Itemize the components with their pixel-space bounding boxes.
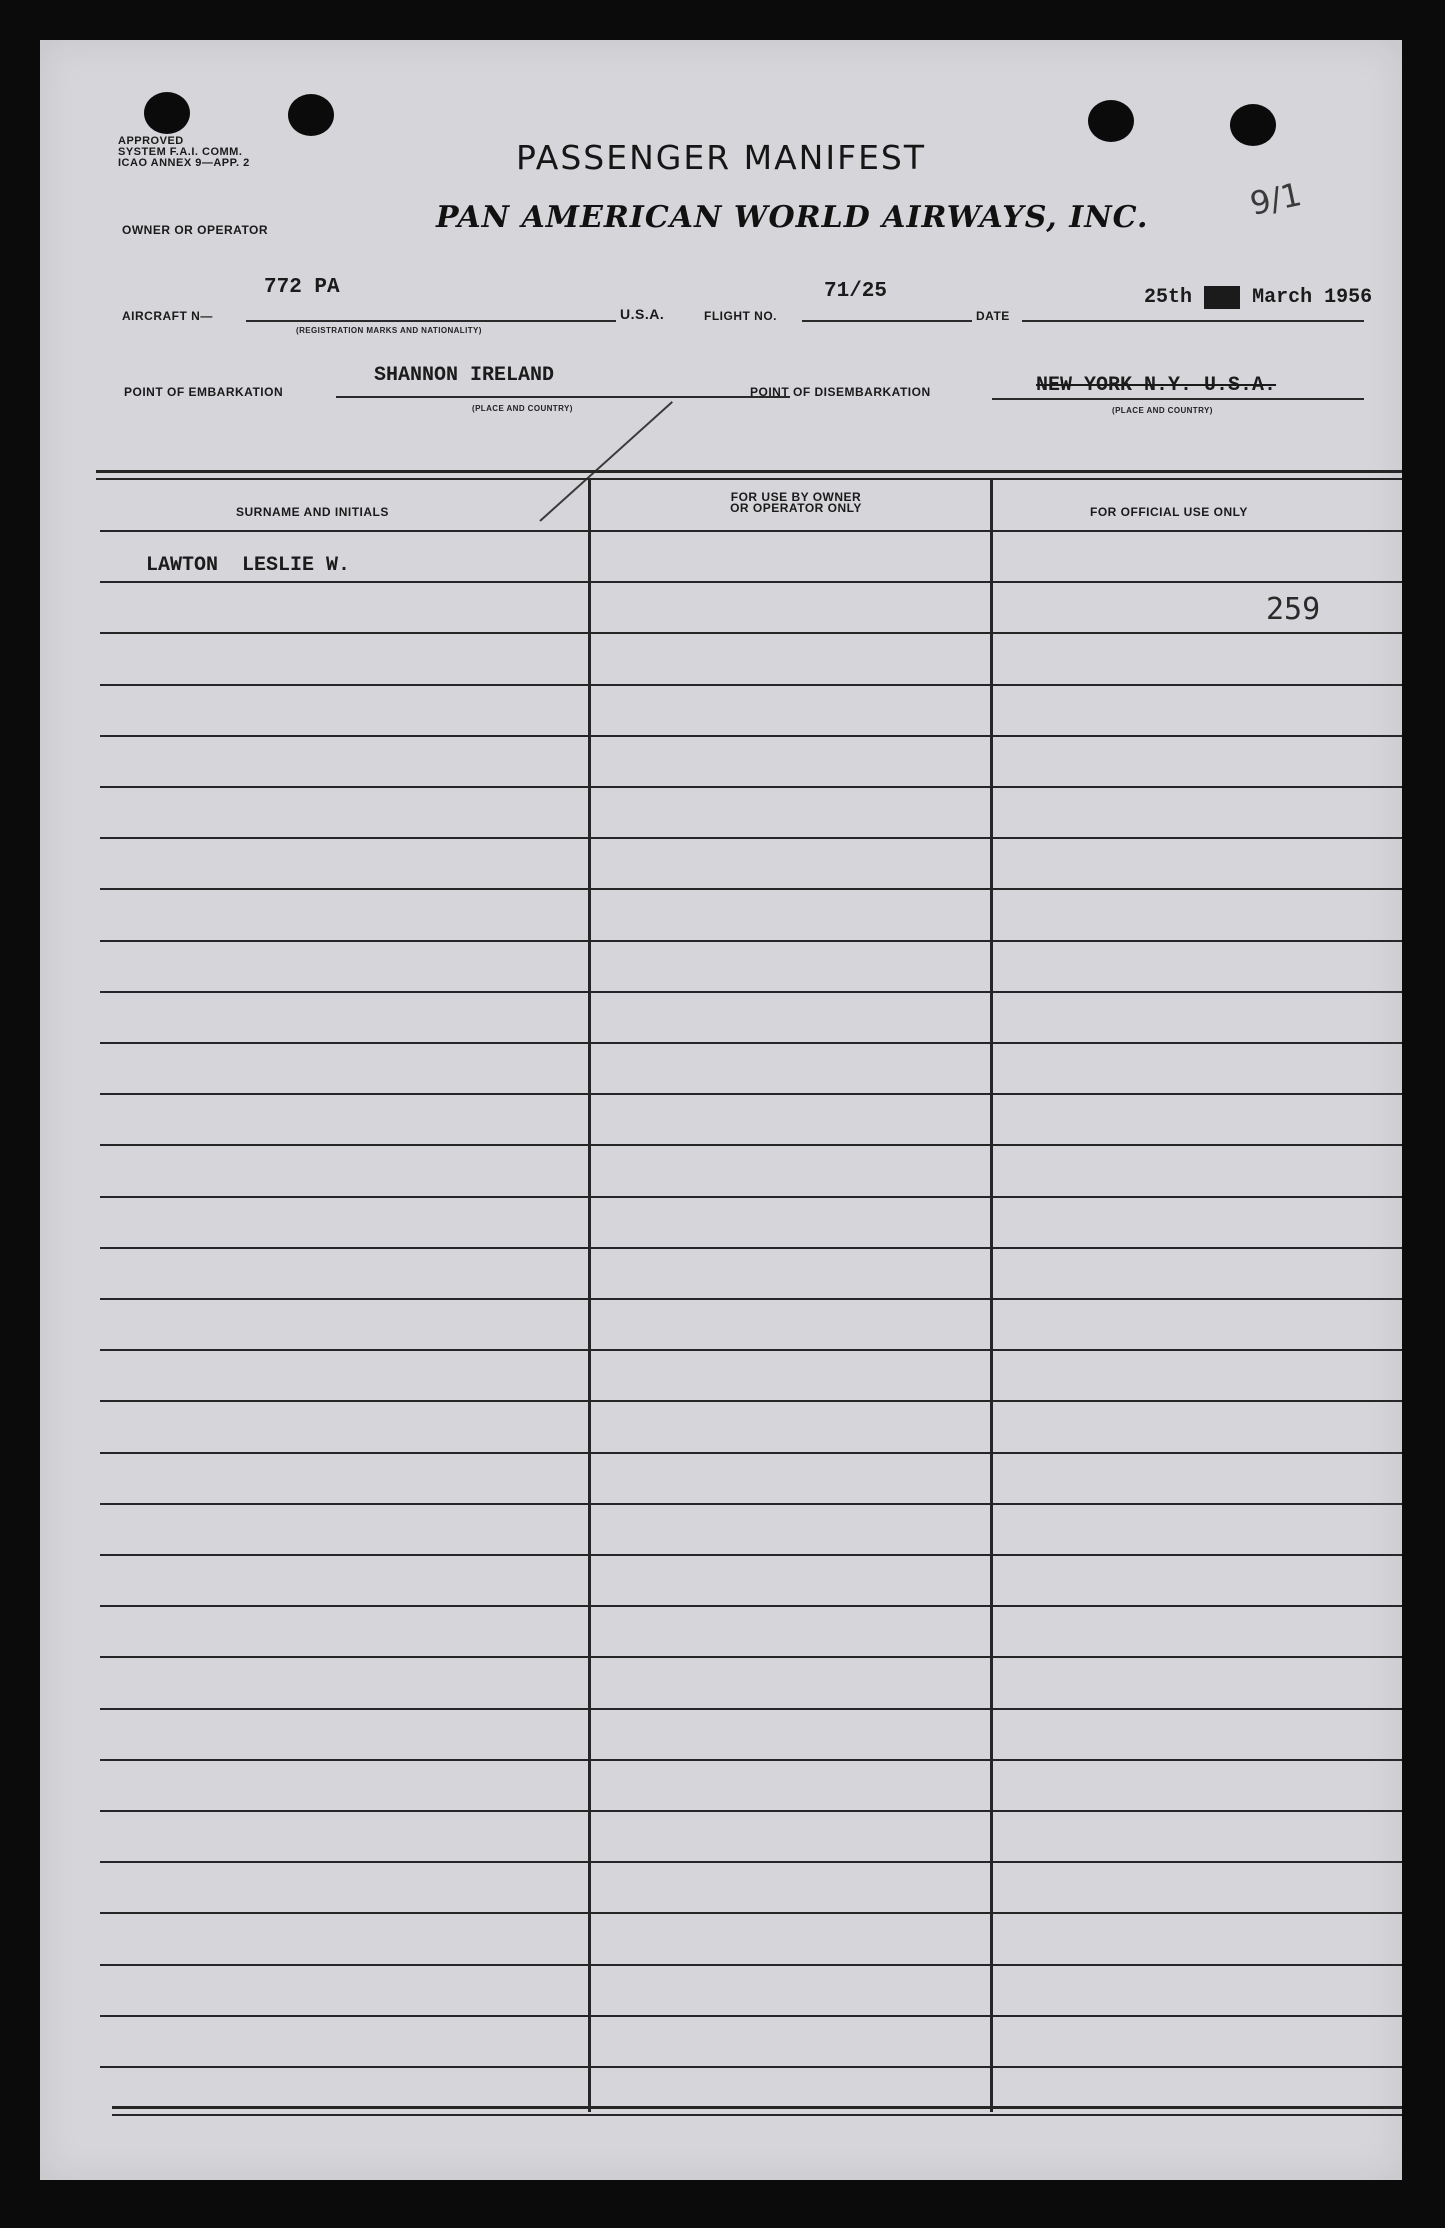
col-divider-1 xyxy=(588,480,591,2112)
punch-hole xyxy=(144,92,190,134)
table-row-rule xyxy=(100,1093,1402,1095)
disembark-sublabel: (PLACE AND COUNTRY) xyxy=(1112,406,1213,415)
table-row-rule xyxy=(100,786,1402,788)
table-row-rule xyxy=(100,684,1402,686)
col-official-header: FOR OFFICIAL USE ONLY xyxy=(1090,505,1248,519)
disembark-underline xyxy=(992,398,1364,400)
disembark-value: NEW YORK N.Y. U.S.A. xyxy=(1036,374,1277,397)
embark-sublabel: (PLACE AND COUNTRY) xyxy=(472,404,573,413)
table-row-rule xyxy=(100,1605,1402,1607)
table-row-rule xyxy=(100,888,1402,890)
table-row-rule xyxy=(100,1196,1402,1198)
official-number: 259 xyxy=(1266,592,1321,627)
table-row-rule xyxy=(100,837,1402,839)
table-row-rule xyxy=(100,1656,1402,1658)
disembark-label: POINT OF DISEMBARKATION xyxy=(750,385,931,399)
col-owner-header-line: FOR USE BY OWNER xyxy=(730,490,862,504)
punch-hole xyxy=(288,94,334,136)
table-row-rule xyxy=(100,1759,1402,1761)
page-title: PASSENGER MANIFEST xyxy=(516,138,927,177)
table-row-rule xyxy=(100,735,1402,737)
flight-underline xyxy=(802,320,972,322)
table-row-rule xyxy=(100,1452,1402,1454)
col-surname-header: SURNAME AND INITIALS xyxy=(236,505,389,519)
table-row-rule xyxy=(100,1708,1402,1710)
table-row-rule xyxy=(100,1298,1402,1300)
approval-block xyxy=(118,136,250,169)
usa-label: U.S.A. xyxy=(620,306,665,322)
table-bottom-rule xyxy=(112,2114,1402,2116)
flight-value: 71/25 xyxy=(824,280,888,303)
aircraft-underline xyxy=(246,320,616,322)
date-label: DATE xyxy=(976,309,1010,323)
table-top-rule xyxy=(96,478,1402,480)
table-row-rule xyxy=(100,581,1402,583)
aircraft-label: AIRCRAFT N— xyxy=(122,309,213,323)
table-row-rule xyxy=(100,1400,1402,1402)
passenger-name: LAWTON LESLIE W. xyxy=(146,554,351,577)
table-top-rule xyxy=(96,470,1402,473)
table-row-rule xyxy=(100,1861,1402,1863)
table-row-rule xyxy=(100,1042,1402,1044)
table-row-rule xyxy=(100,1144,1402,1146)
table-row-rule xyxy=(100,940,1402,942)
table-row-rule xyxy=(100,1810,1402,1812)
pen-stroke xyxy=(539,401,673,522)
table-row-rule xyxy=(100,2066,1402,2068)
date-value xyxy=(1144,286,1372,309)
embark-underline xyxy=(336,396,790,398)
table-row-rule xyxy=(100,1964,1402,1966)
col-divider-2 xyxy=(990,480,993,2112)
approval-line: SYSTEM F.A.I. COMM. xyxy=(118,146,243,158)
flight-label: FLIGHT NO. xyxy=(704,309,777,323)
date-rest: March 1956 xyxy=(1252,286,1373,309)
col-owner-header-line: OR OPERATOR ONLY xyxy=(730,501,862,515)
aircraft-value: 772 PA xyxy=(264,276,340,299)
table-row-rule xyxy=(100,1912,1402,1914)
page-mark: 9/1 xyxy=(1246,175,1305,223)
approval-line: ICAO ANNEX 9—APP. 2 xyxy=(118,157,250,169)
table-row-rule xyxy=(100,632,1402,634)
date-day: 25th xyxy=(1144,286,1193,309)
manifest-sheet xyxy=(40,40,1402,2180)
punch-hole xyxy=(1230,104,1276,146)
table-row-rule xyxy=(100,2015,1402,2017)
table-row-rule xyxy=(100,530,1402,532)
table-row-rule xyxy=(100,1503,1402,1505)
date-struck: MMM xyxy=(1204,286,1241,309)
embark-label: POINT OF EMBARKATION xyxy=(124,385,284,399)
company-name: PAN AMERICAN WORLD AIRWAYS, INC. xyxy=(436,200,1149,235)
table-row-rule xyxy=(100,1247,1402,1249)
table-row-rule xyxy=(100,1554,1402,1556)
table-row-rule xyxy=(100,991,1402,993)
table-row-rule xyxy=(100,1349,1402,1351)
embark-value: SHANNON IRELAND xyxy=(374,364,555,387)
aircraft-sublabel: (REGISTRATION MARKS AND NATIONALITY) xyxy=(296,326,482,335)
approval-line: APPROVED xyxy=(118,135,184,147)
punch-hole xyxy=(1088,100,1134,142)
table-bottom-rule xyxy=(112,2106,1402,2109)
col-owner-header xyxy=(696,492,896,514)
date-underline xyxy=(1022,320,1364,322)
owner-label: OWNER OR OPERATOR xyxy=(122,223,269,237)
